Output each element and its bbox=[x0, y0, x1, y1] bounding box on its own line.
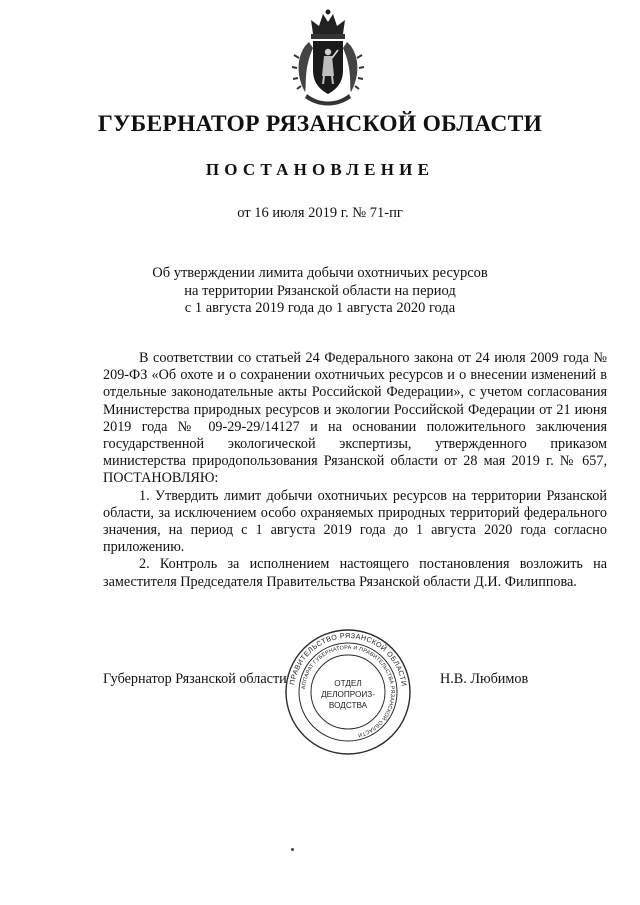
document-type: ПОСТАНОВЛЕНИЕ bbox=[205, 160, 435, 179]
document-body bbox=[103, 350, 607, 591]
subject-line: Об утверждении лимита добычи охотничьих ресурсов bbox=[152, 265, 488, 281]
date-and-number: от 16 июля 2019 г. № 71-пг bbox=[237, 205, 403, 221]
office-stamp-seal bbox=[283, 627, 413, 757]
svg-text:ДЕЛОПРОИЗ-: ДЕЛОПРОИЗ- bbox=[321, 690, 375, 699]
subject-line: с 1 августа 2019 года до 1 августа 2020 года bbox=[184, 300, 456, 316]
ryazan-oblast-coat-of-arms-icon bbox=[291, 8, 365, 108]
signatory-position: Губернатор Рязанской области bbox=[103, 671, 287, 687]
subject-line: на территории Рязанской области на период bbox=[184, 282, 456, 299]
preamble-paragraph: В соответствии со статьей 24 Федерального закона от 24 июля 2009 года № 209-ФЗ «Об охоте и о сохранении охотничьих ресурсов и о внесении изменений в отдельные законодательные акты Российской Федерации», с учетом согласования Министерства природных ресурсов и экологии Российской Федерации от 21 июня 2019 года № 09-29-29/14127 и на основании положительного заключения государственной экологической экспертизы, утвержденного приказом министерства природопользования Рязанской области от 28 мая 2019 г. № 657, ПОСТАНОВЛЯЮ: bbox=[103, 350, 607, 487]
svg-text:АППАРАТ ГУБЕРНАТОРА И ПРАВИТЕЛ: АППАРАТ ГУБЕРНАТОРА И ПРАВИТЕЛЬСТВА РЯЗАНСКОЙ ОБЛАСТИ bbox=[301, 644, 396, 738]
svg-text:ПРАВИТЕЛЬСТВО РЯЗАНСКОЙ ОБЛАСТ: ПРАВИТЕЛЬСТВО РЯЗАНСКОЙ ОБЛАСТИ bbox=[287, 630, 409, 687]
resolution-item-1: 1. Утвердить лимит добычи охотничьих ресурсов на территории Рязанской области, за исключением особо охраняемых природных территорий федерального значения, на период с 1 августа 2019 года до 1 августа 2020 года согласно приложению. bbox=[103, 487, 607, 556]
scan-dot bbox=[291, 848, 294, 851]
svg-text:ВОДСТВА: ВОДСТВА bbox=[328, 701, 368, 710]
svg-text:ОТДЕЛ: ОТДЕЛ bbox=[334, 679, 362, 688]
signatory-name: Н.В. Любимов bbox=[440, 671, 529, 687]
issuing-authority: ГУБЕРНАТОР РЯЗАНСКОЙ ОБЛАСТИ bbox=[97, 111, 543, 137]
resolution-item-2: 2. Контроль за исполнением настоящего постановления возложить на заместителя Председателя Правительства Рязанской области Д.И. Филиппова. bbox=[103, 556, 607, 590]
document-subject bbox=[0, 265, 640, 318]
